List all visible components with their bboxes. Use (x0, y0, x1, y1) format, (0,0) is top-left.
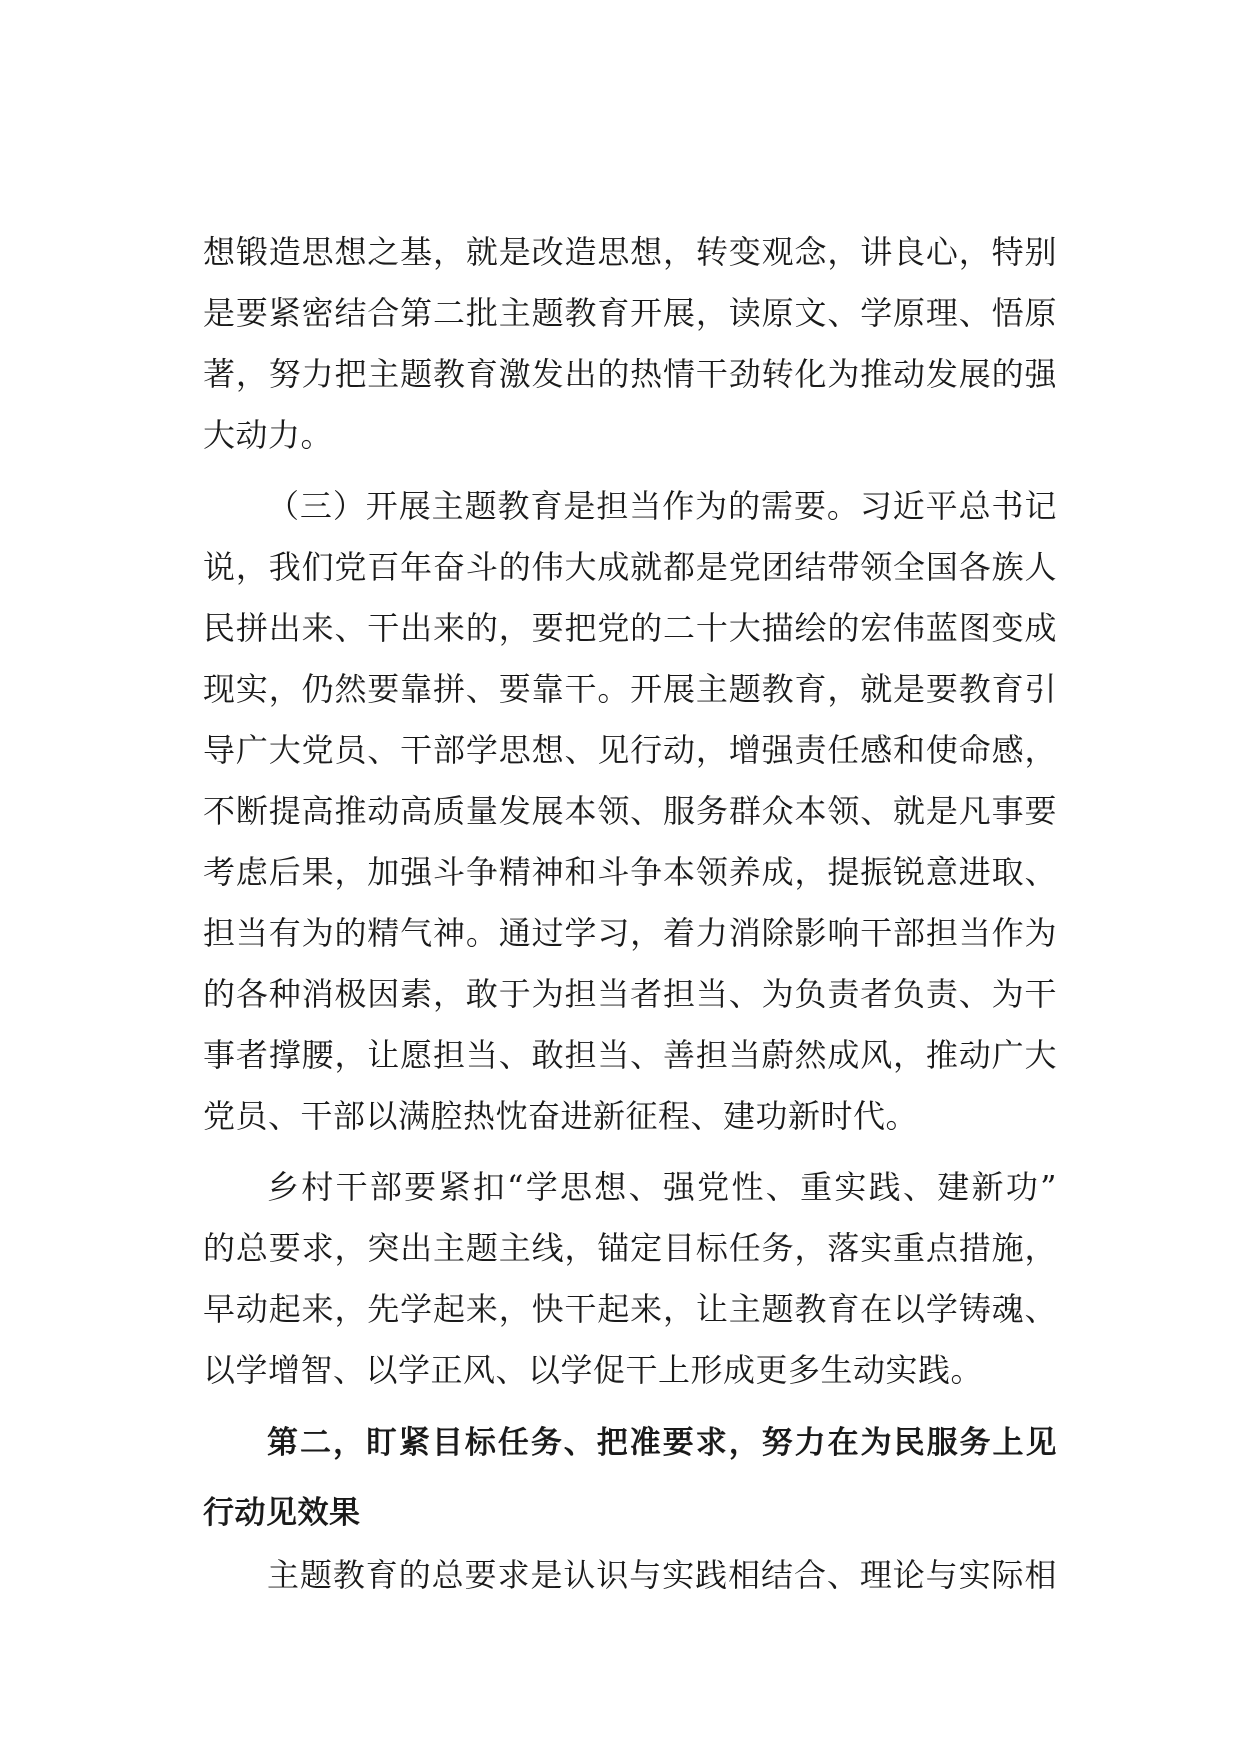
text-line: （三）开展主题教育是担当作为的需要。习近平总书记 (267, 487, 1057, 525)
paragraph-general-requirement (203, 1545, 1057, 1606)
heading-line: 行动见效果 (203, 1495, 361, 1531)
heading-line: 第二，盯紧目标任务、把准要求，努力在为民服务上见 (267, 1425, 1057, 1461)
text-line: 以学增智、以学正风、以学促干上形成更多生动实践。 (203, 1351, 984, 1389)
text-line: 民拼出来、干出来的，要把党的二十大描绘的宏伟蓝图变成 (203, 609, 1057, 647)
text-line: 的各种消极因素，敢于为担当者担当、为负责者负责、为干 (203, 975, 1057, 1013)
text-line: 主题教育的总要求是认识与实践相结合、理论与实际相 (267, 1556, 1057, 1594)
paragraph-gap (203, 1147, 1057, 1157)
paragraph-continuation (203, 222, 1057, 466)
paragraph-gap (203, 1401, 1057, 1411)
document-body (203, 222, 1057, 1606)
paragraph-section-three (203, 476, 1057, 1147)
text-line: 乡村干部要紧扣“学思想、强党性、重实践、建新功” (267, 1168, 1057, 1206)
text-line: 事者撑腰，让愿担当、敢担当、善担当蔚然成风，推动广大 (203, 1036, 1057, 1074)
text-line: 导广大党员、干部学思想、见行动，增强责任感和使命感， (203, 731, 1057, 769)
text-line: 想锻造思想之基，就是改造思想，转变观念，讲良心，特别 (203, 233, 1057, 271)
text-line: 担当有为的精气神。通过学习，着力消除影响干部担当作为 (203, 914, 1057, 952)
text-line: 党员、干部以满腔热忱奋进新征程、建功新时代。 (203, 1097, 919, 1135)
text-line: 不断提高推动高质量发展本领、服务群众本领、就是凡事要 (203, 792, 1057, 830)
paragraph-gap (203, 466, 1057, 476)
section-heading-second (203, 1411, 1057, 1545)
text-line: 考虑后果，加强斗争精神和斗争本领养成，提振锐意进取、 (203, 853, 1057, 891)
text-line: 著，努力把主题教育激发出的热情干劲转化为推动发展的强 (203, 355, 1057, 393)
text-line: 大动力。 (203, 416, 334, 454)
text-line: 现实，仍然要靠拼、要靠干。开展主题教育，就是要教育引 (203, 670, 1057, 708)
text-line: 是要紧密结合第二批主题教育开展，读原文、学原理、悟原 (203, 294, 1057, 332)
paragraph-rural-cadres (203, 1157, 1057, 1401)
text-line: 说，我们党百年奋斗的伟大成就都是党团结带领全国各族人 (203, 548, 1057, 586)
text-line: 的总要求，突出主题主线，锚定目标任务，落实重点措施， (203, 1229, 1057, 1267)
text-line: 早动起来，先学起来，快干起来，让主题教育在以学铸魂、 (203, 1290, 1057, 1328)
